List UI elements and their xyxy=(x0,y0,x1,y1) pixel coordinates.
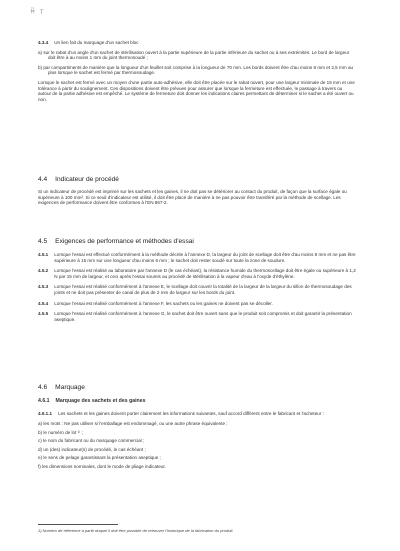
clause-number: 4.6.1.1 xyxy=(38,411,53,417)
list-item: a) les mots : Ne pas utiliser si l'emballage est endommagé, ou une autre phrase équivalente ; xyxy=(38,421,228,426)
list-item: c) le nom du fabricant ou du marquage commercial ; xyxy=(38,438,145,444)
list-item: e) le sens de pelage garantissant la présentation aseptique ; xyxy=(38,455,161,461)
clause-text: Lorsque l'essai est réalisé conformément à l'annexe E, le scellage doit couvrir la totalité de la largeur de la largeur du sillon de thermosoudage des joints et ne doit pas présenter de canal de plus de 2 mm de largeur sur les bords du joint. xyxy=(54,284,352,295)
corner-mark: ꟸ̈ ᵀ xyxy=(30,8,45,18)
clause-text: Lorsque l'essai est réalisé au laboratoire par l'annexe D (le cas échéant), la résistance humide du thermoscellage doit être égale ou supérieure à 1,2 N par 15 mm de largeur, et ceci après l'essai soumis au procédé de stérilisation à la vapeur d'eau à l'oxyde d'éthylène. xyxy=(54,268,356,279)
paragraph: Lorsque le sachet est fermé avec un moyen d'une partie auto-adhésive, elle doit être placée sur le rabat ouvert, pour une largeur minimale de 15 mm et une tolérance à partir du soulignement. Ces dispositions doivent être prévues pour assurer que lorsque la fermeture est effectuée, le passage à travers ou autour de la partie adhésive est empêché. Le système de fermeture doit donner les indications claires permettant de déterminer si le sachet a été ouvert ou non. xyxy=(38,79,355,102)
list-item-b: b) par compartiments de manière que la longueur d'un feuillet soit comprise à la longueur de 70 mm. Les bords doivent être d'au moins 8 mm et 2,5 mm au plus lorsque le sachet est fermé par thermosoudage. xyxy=(38,64,354,76)
section-title: Indicateur de procédé xyxy=(55,176,119,183)
list-item-a: a) sur le rabat d'un angle d'un sachet de stérilisation ouvert à la partie supérieure de la partie inférieure du sachet ou à ses extrémités. Le bord de largeur doit être à au moins 1 mm du joint thermosoudé ; xyxy=(38,49,350,61)
clause-4-5-3: 4.5.3 Lorsque l'essai est réalisé conformément à l'annexe E, le scellage doit couvrir la totalité de la largeur de la largeur du sillon de thermosoudage des joints et ne doit pas présenter de canal de plus de 2 mm de largeur sur les bords du joint. xyxy=(38,284,356,295)
marking-list xyxy=(38,421,356,470)
list-item: f) les dimensions nominales, dont le mode de pliage indicateur. xyxy=(38,463,166,469)
clause-text: Lorsque l'essai est réalisé conformément à l'annexe G, le sachet doit être ouvert sans que le produit soit compromis et doit garantir la présentation aseptique. xyxy=(54,311,352,322)
section-4-4-heading xyxy=(38,176,356,184)
section-title: Marquage xyxy=(55,384,85,391)
clause-4-6-1-1 xyxy=(38,411,356,417)
section-4-4 xyxy=(38,176,356,206)
section-title: Un lien fait du marquage d'un sachet bloc xyxy=(54,40,139,45)
clause-4-5-2: 4.5.2 Lorsque l'essai est réalisé au laboratoire par l'annexe D (le cas échéant), la résistance humide du thermoscellage doit être égale ou supérieure à 1,2 N par 15 mm de largeur, et ceci après l'essai soumis au procédé de stérilisation à la vapeur d'eau à l'oxyde d'éthylène. xyxy=(38,268,356,279)
footnote: 1) Numéro de référence à partir duquel il doit être possible de retrouver l'historique de la fabrication du produit. xyxy=(38,528,234,533)
list-item: b) le numéro de lot ¹⁾ ; xyxy=(38,429,83,435)
clause-text: Les sachets et les gaines doivent porter clairement les informations suivantes, sauf accord différent entre le fabricant et l'acheteur : xyxy=(58,411,324,417)
clause-text: Lorsque l'essai est réalisé conformément à l'annexe F, les sachets ou les gaines ne doivent pas se décoller. xyxy=(54,300,273,306)
clause-text: Lorsque l'essai est effectué conformément à la méthode décrite à l'annexe D, la largeur du joint de scellage doit être d'au moins 8 mm et ne pas être supérieure à 15 mm sur une longueur d'au moins 6 mm ; le sachet doit rester soudé sur toute la zone de soudure. xyxy=(54,252,356,263)
section-4-3-4-heading xyxy=(38,40,356,46)
paragraph: Si un indicateur de procédé est imprimé sur les sachets et les gaines, il ne doit pas se détériorer au contact du produit, de façon que la surface égale ou supérieure à 100 mm². Si ce seuil d'indicateur est utilisé, il doit être placé de manière à ne pas pouvoir être transféré par la méthode de scellage. Les exigences de performance doivent être conformes à l'EN 867-2. xyxy=(38,189,347,206)
footnote-rule xyxy=(38,524,118,525)
section-4-5 xyxy=(38,238,356,322)
clause-4-5-5: 4.5.5 Lorsque l'essai est réalisé conformément à l'annexe G, le sachet doit être ouvert sans que le produit soit compromis et doit garantir la présentation aseptique. xyxy=(38,311,356,322)
section-4-6 xyxy=(38,384,356,470)
section-number: 4.6 xyxy=(38,384,48,391)
subsection-title: Marquage des sachets et des gaines xyxy=(55,398,146,404)
section-4-3-4 xyxy=(38,40,356,102)
subsection-number: 4.6.1 xyxy=(38,398,50,404)
clause-4-5-4: 4.5.4 Lorsque l'essai est réalisé conformément à l'annexe F, les sachets ou les gaines ne doivent pas se décoller. xyxy=(38,300,273,306)
section-number: 4.4 xyxy=(38,176,48,183)
list-item: d) un (des) indicateur(s) de procédé, le cas échéant ; xyxy=(38,446,146,452)
section-number: 4.5 xyxy=(38,238,48,245)
section-number: 4.3.4 xyxy=(38,40,49,45)
section-4-6-heading xyxy=(38,384,356,392)
clause-4-5-1: 4.5.1 Lorsque l'essai est effectué conformément à la méthode décrite à l'annexe D, la largeur du joint de scellage doit être d'au moins 8 mm et ne pas être supérieure à 15 mm sur une longueur d'au moins 6 mm ; le sachet doit rester soudé sur toute la zone de soudure. xyxy=(38,252,356,263)
section-title: Exigences de performance et méthodes d'essai xyxy=(55,238,194,245)
section-4-5-heading xyxy=(38,238,356,246)
subsection-4-6-1-heading xyxy=(38,398,356,404)
